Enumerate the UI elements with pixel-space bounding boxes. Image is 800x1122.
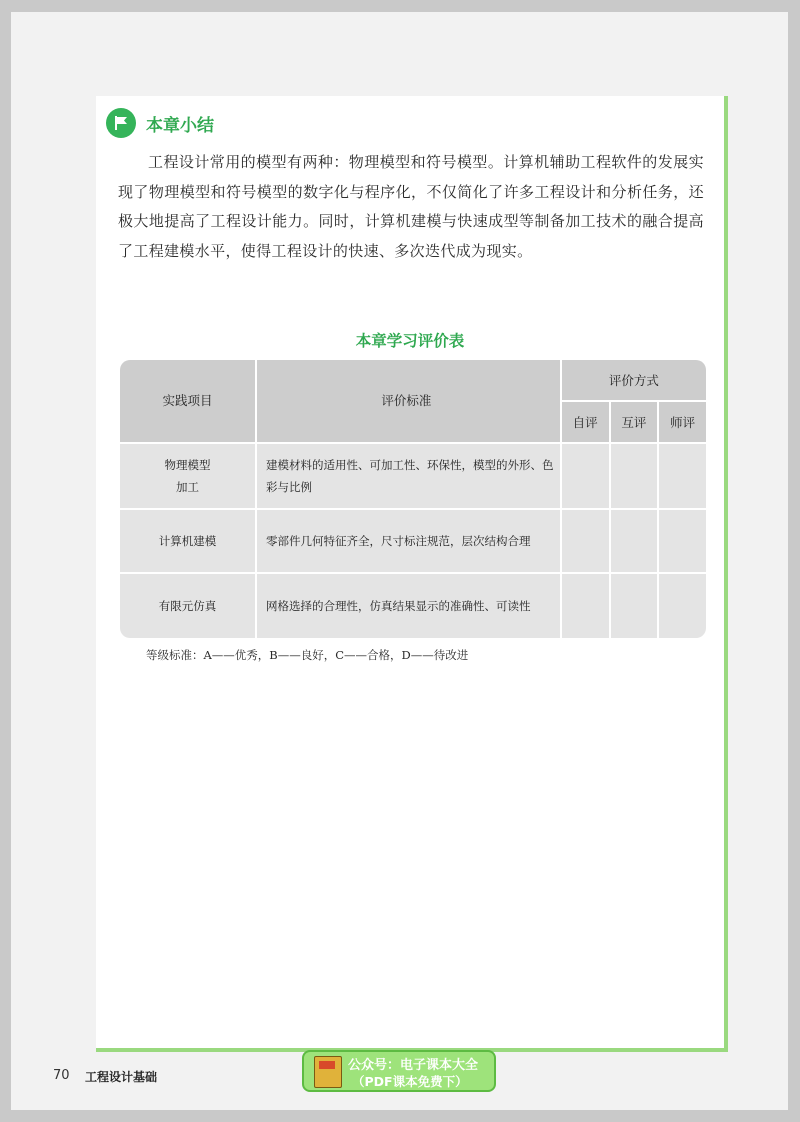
header-self-eval: 自评	[562, 402, 611, 444]
table-row	[120, 574, 706, 638]
teacher-eval-cell[interactable]	[659, 574, 706, 638]
criteria-cell: 建模材料的适用性、可加工性、环保性，模型的外形、色彩与比例	[257, 444, 562, 510]
self-eval-cell[interactable]	[562, 510, 611, 574]
book-icon	[314, 1056, 342, 1088]
header-teacher-eval: 师评	[659, 402, 706, 444]
flag-icon	[106, 108, 136, 138]
practice-item-name: 有限元仿真	[158, 599, 217, 613]
criteria-cell: 网格选择的合理性，仿真结果显示的准确性、可读性	[257, 574, 562, 638]
watermark-line2: （PDF课本免费下）	[352, 1074, 468, 1089]
evaluation-table-title: 本章学习评价表	[355, 332, 465, 350]
peer-eval-cell[interactable]	[611, 510, 660, 574]
grade-standard-note: 等级标准：A——优秀，B——良好，C——合格，D——待改进	[146, 648, 469, 662]
teacher-eval-cell[interactable]	[659, 510, 706, 574]
table-row	[120, 510, 706, 574]
practice-item-cell	[120, 510, 257, 574]
peer-eval-cell[interactable]	[611, 574, 660, 638]
practice-item-cell	[120, 444, 257, 510]
teacher-eval-cell[interactable]	[659, 444, 706, 510]
header-evaluation-method: 评价方式	[562, 360, 706, 402]
watermark-badge	[302, 1050, 496, 1092]
peer-eval-cell[interactable]	[611, 444, 660, 510]
chapter-summary-text: 工程设计常用的模型有两种：物理模型和符号模型。计算机辅助工程软件的发展实现了物理模型和符号模型的数字化与程序化，不仅简化了许多工程设计和分析任务，还极大地提高了工程设计能力。同时，计算机建模与快速成型等制备加工技术的融合提高了工程建模水平，使得工程设计的快速、多次迭代成为现实。	[118, 153, 704, 260]
practice-item-cell	[120, 574, 257, 638]
header-practice-item: 实践项目	[120, 360, 257, 444]
chapter-summary-title: 本章小结	[146, 115, 214, 136]
practice-item-name: 物理模型	[164, 458, 211, 472]
content-panel	[96, 96, 728, 1052]
criteria-cell: 零部件几何特征齐全，尺寸标注规范，层次结构合理	[257, 510, 562, 574]
page	[11, 12, 788, 1110]
evaluation-table	[120, 360, 706, 638]
chapter-summary-header	[106, 108, 214, 138]
watermark-line1: 公众号：电子课本大全	[348, 1058, 479, 1073]
practice-item-name: 计算机建模	[158, 534, 217, 548]
header-criteria: 评价标准	[257, 360, 562, 444]
book-title: 工程设计基础	[85, 1070, 158, 1084]
page-number: 70	[53, 1068, 70, 1083]
self-eval-cell[interactable]	[562, 574, 611, 638]
self-eval-cell[interactable]	[562, 444, 611, 510]
practice-item-name-cont: 加工	[176, 480, 199, 494]
table-row	[120, 444, 706, 510]
header-peer-eval: 互评	[611, 402, 660, 444]
